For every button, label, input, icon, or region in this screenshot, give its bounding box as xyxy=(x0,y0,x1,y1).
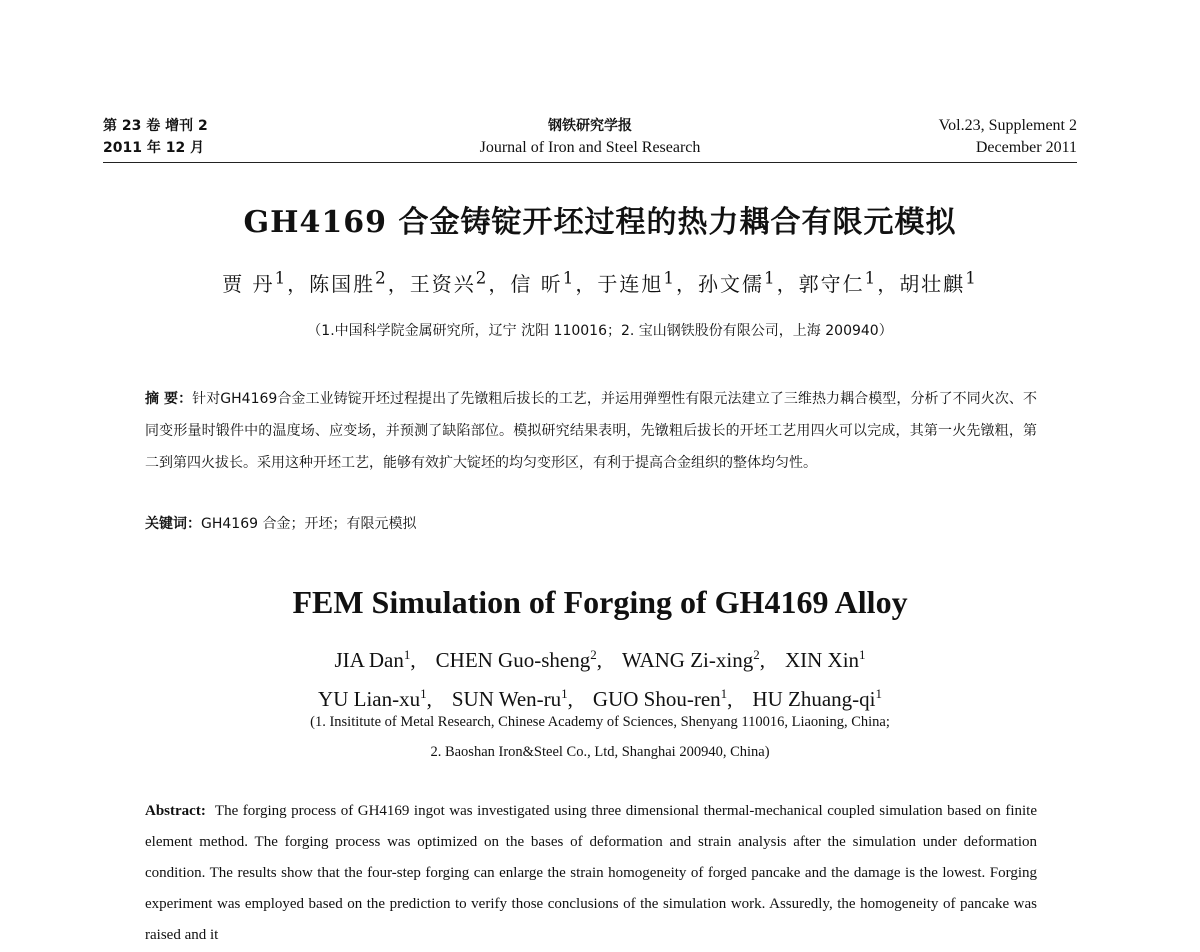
author-list-en xyxy=(0,638,1200,716)
author-name: 孙文儒 xyxy=(697,272,764,296)
header-volume-en xyxy=(939,115,1077,159)
author-affiliation-index: 1 xyxy=(763,268,777,288)
header-date-en: December 2011 xyxy=(975,139,1077,156)
header-journal-name-cn: 钢铁研究学报 xyxy=(548,118,632,134)
abstract-text-cn: 针对GH4169合金工业铸锭开坯过程提出了先镦粗后拔长的工艺，并运用弹塑性有限元法建立了三维热力耦合模型，分析了不同火次、不同变形量时锻件中的温度场、应变场，并预测了缺陷部位。模拟研究结果表明，先镦粗后拔长的开坯工艺用四火可以完成，其第一火先镦粗，第二到第四火拔长。采用这种开坯工艺，能够有效扩大锭坯的均匀变形区，有利于提高合金组织的整体均匀性。 xyxy=(145,391,1037,471)
author-name: XIN Xin xyxy=(784,648,860,672)
author-separator: ， xyxy=(776,272,799,296)
affiliation-cn: （1.中国科学院金属研究所，辽宁 沈阳 110016；2. 宝山钢铁股份有限公司，上海 200940） xyxy=(307,323,893,339)
author-affiliation-index: 1 xyxy=(965,268,978,288)
author-separator: ， xyxy=(488,272,511,296)
author-separator: , xyxy=(426,687,432,711)
paper-title-cn: GH4169 合金铸锭开坯过程的热力耦合有限元模拟 xyxy=(243,205,957,240)
author-affiliation-index: 2 xyxy=(753,647,760,662)
author-name: HU Zhuang-qi xyxy=(752,687,876,711)
author-name: CHEN Guo-sheng xyxy=(435,648,591,672)
author-name: GUO Shou-ren xyxy=(592,687,721,711)
abstract-cn xyxy=(145,383,1037,479)
author-affiliation-index: 1 xyxy=(274,268,288,288)
author-cn xyxy=(222,268,310,296)
author-affiliation-index: 2 xyxy=(475,268,489,288)
header-volume-issue: 第 23 卷 增刊 2 xyxy=(103,118,208,134)
author-name: 陈国胜 xyxy=(309,272,376,296)
author-en xyxy=(334,648,415,672)
author-affiliation-index: 1 xyxy=(562,268,576,288)
abstract-text-en: The forging process of GH4169 ingot was investigated using three dimensional thermal-mechanical coupled simulation based on finite element method. The forging process was optimized on the bases of deformation and strain analysis after the simulation under deformation condition. The results show that the four-step forging can enlarge the strain homogeneity of forged pancake and the damage is the lowest. Forging experiment was employed based on the prediction to verify those conclusions of the simulation work. Assuredly, the homogeneity of pancake was raised and it xyxy=(145,803,1037,943)
author-cn xyxy=(798,268,900,296)
author-name: 信 昕 xyxy=(510,272,563,296)
author-affiliation-index: 2 xyxy=(590,647,597,662)
author-cn xyxy=(309,268,410,296)
affiliation-en xyxy=(0,707,1200,767)
author-cn xyxy=(510,268,598,296)
header-date-cn: 2011 年 12 月 xyxy=(103,140,205,156)
keywords-text-cn: GH4169 合金；开坯；有限元模拟 xyxy=(201,516,417,532)
author-name: 郭守仁 xyxy=(798,272,865,296)
author-affiliation-index: 1 xyxy=(561,686,568,701)
author-separator: , xyxy=(410,648,416,672)
author-en xyxy=(436,648,602,672)
author-separator: ， xyxy=(575,272,598,296)
author-separator: ， xyxy=(287,272,310,296)
author-cn xyxy=(409,268,511,296)
author-cn xyxy=(697,268,799,296)
abstract-label-en: Abstract: xyxy=(145,803,206,819)
author-affiliation-index: 1 xyxy=(420,686,427,701)
author-separator: , xyxy=(596,648,602,672)
author-affiliation-index: 1 xyxy=(663,268,676,288)
author-affiliation-index: 1 xyxy=(859,647,866,662)
abstract-en xyxy=(145,796,1037,951)
author-name: 胡壮麒 xyxy=(899,272,966,296)
author-name: JIA Dan xyxy=(334,648,404,672)
paper-title-en: FEM Simulation of Forging of GH4169 Alloy xyxy=(292,584,908,620)
author-en xyxy=(622,648,765,672)
author-separator: , xyxy=(727,687,733,711)
author-line-1 xyxy=(0,638,1200,677)
author-affiliation-index: 1 xyxy=(403,647,411,662)
author-affiliation-index: 1 xyxy=(875,686,882,701)
header-journal-name-en: Journal of Iron and Steel Research xyxy=(479,139,701,156)
author-affiliation-index: 2 xyxy=(375,268,388,288)
author-name: YU Lian-xu xyxy=(318,687,421,711)
author-separator: , xyxy=(759,648,765,672)
header-journal-name xyxy=(103,115,1077,159)
author-affiliation-index: 1 xyxy=(864,268,878,288)
header-volume-supplement: Vol.23, Supplement 2 xyxy=(938,117,1077,134)
author-affiliation-index: 1 xyxy=(720,686,728,701)
author-en xyxy=(785,648,866,672)
author-name: WANG Zi-xing xyxy=(621,648,754,672)
author-name: 贾 丹 xyxy=(222,272,275,296)
abstract-label-cn: 摘 要： xyxy=(145,391,193,407)
author-name: 于连旭 xyxy=(597,272,664,296)
author-separator: ， xyxy=(877,272,900,296)
header-rule xyxy=(103,162,1077,163)
affiliation-en-line1: (1. Insititute of Metal Research, Chinese Academy of Sciences, Shenyang 110016, Liaoning, China; xyxy=(310,714,890,730)
author-separator: ， xyxy=(675,272,698,296)
author-cn xyxy=(597,268,698,296)
author-name: SUN Wen-ru xyxy=(451,687,562,711)
keywords-label-cn: 关键词： xyxy=(145,516,201,532)
author-cn xyxy=(899,268,978,296)
keywords-cn xyxy=(145,512,1037,536)
running-header xyxy=(103,115,1077,163)
author-name: 王资兴 xyxy=(409,272,476,296)
author-list-cn xyxy=(0,268,1200,297)
author-separator: ， xyxy=(387,272,410,296)
author-separator: , xyxy=(567,687,573,711)
affiliation-en-line2: 2. Baoshan Iron&Steel Co., Ltd, Shanghai 200940, China) xyxy=(430,744,770,760)
